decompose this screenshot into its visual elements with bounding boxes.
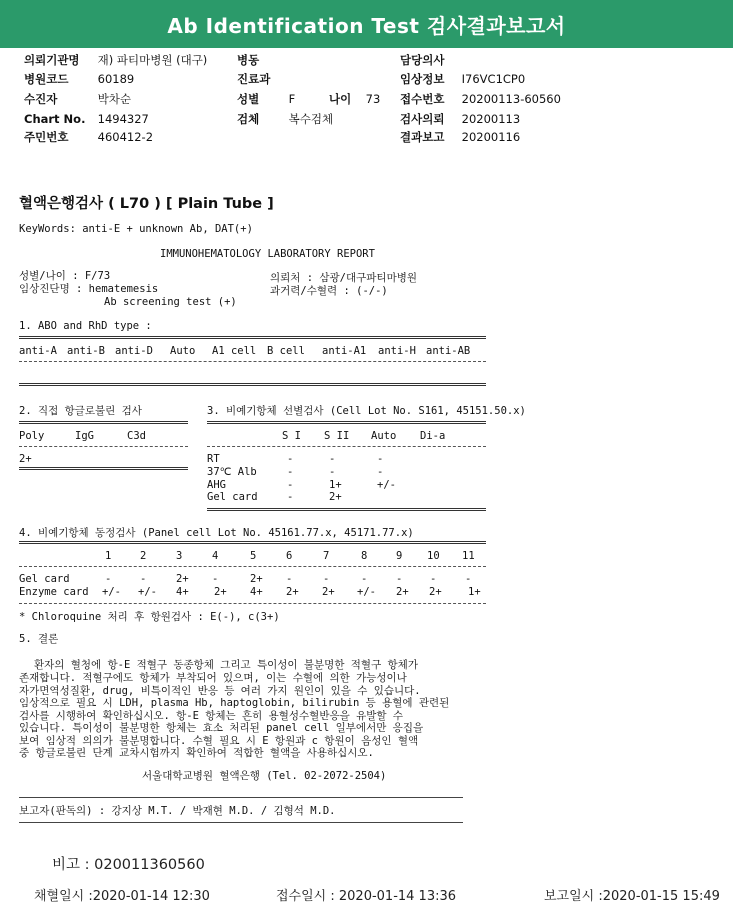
abo-header: anti-D [115, 345, 153, 357]
institution-label: 의뢰기관명 [24, 53, 80, 67]
requester: 의뢰처 : 삼광/대구파티마병원 [270, 272, 418, 284]
chloroquine-note: * Chloroquine 처리 후 항원검사 : E(-), c(3+) [19, 611, 280, 623]
reporter-bottom-rule [19, 822, 463, 823]
panel-column: 10 [427, 550, 440, 562]
identification-title: 4. 비예기항체 동정검사 (Panel cell Lot No. 45161.77.x, 45171.77.x) [19, 527, 414, 539]
age-value: 73 [365, 92, 381, 106]
screening-cell: - [287, 466, 294, 478]
screening-row-label: Gel card [207, 491, 258, 503]
abo-bottom-rule [19, 383, 486, 386]
sex-label: 성별 [237, 92, 260, 106]
screening-header-row [207, 430, 486, 443]
conclusion-line: 검사를 시행하여 확인하십시오. 항-E 항체는 흔히 용혈성수혈반응을 유발할 수 [19, 710, 403, 722]
conclusion-title: 5. 결론 [19, 633, 59, 645]
screening-cell: - [377, 453, 384, 465]
dept-row [237, 69, 274, 89]
screening-header: S I [282, 430, 301, 442]
specimen-row [237, 109, 333, 129]
age-row [329, 89, 380, 109]
dat-header: IgG [75, 430, 94, 442]
hospital-code-label: 병원코드 [24, 72, 69, 86]
report-title-banner [0, 0, 733, 48]
abo-header: anti-B [67, 345, 105, 357]
screening-cell: - [287, 491, 294, 503]
screening-cell: - [329, 466, 336, 478]
conclusion-line: 존재합니다. 적혈구에도 항체가 부착되어 있으며, 이는 수혈에 의한 가능성이나 [19, 672, 407, 684]
screening-mid-rule [207, 446, 486, 447]
screening-row-label: AHG [207, 479, 226, 491]
clinical-info-value: I76VC1CP0 [461, 72, 526, 86]
panel-cell: 2+ [429, 586, 442, 598]
reporter-top-rule [19, 797, 463, 798]
panel-cell: 2+ [250, 573, 263, 585]
resident-label: 주민번호 [24, 130, 69, 144]
conclusion-line: 임상적으로 필요 시 LDH, plasma Hb, haptoglobin, bilirubin 등 용혈에 관련된 [19, 697, 450, 709]
lab-title: IMMUNOHEMATOLOGY LABORATORY REPORT [160, 248, 375, 260]
panel-cell: - [465, 573, 472, 585]
resident-row [24, 127, 153, 147]
identification-top-rule [19, 541, 486, 544]
panel-cell: +/- [138, 586, 157, 598]
specimen-label: 검체 [237, 112, 260, 126]
identification-row-label: Gel card [19, 573, 70, 585]
hospital-code-value: 60189 [97, 72, 135, 86]
doctor-label: 담당의사 [400, 53, 445, 67]
sex-age: 성별/나이 : F/73 [19, 270, 111, 282]
dat-value: 2+ [19, 453, 32, 465]
ward-row [237, 50, 263, 70]
doctor-row [400, 50, 448, 70]
ward-label: 병동 [237, 53, 260, 67]
screening-top-rule [207, 421, 486, 424]
sex-row [237, 89, 295, 109]
panel-cell: - [396, 573, 403, 585]
abo-header: Auto [170, 345, 196, 357]
abo-header: B cell [267, 345, 305, 357]
report-date-row [400, 127, 520, 147]
screening-row [207, 466, 486, 479]
received-datetime: 접수일시 : 2020-01-14 13:36 [276, 889, 457, 904]
identification-mid-rule [19, 566, 486, 567]
panel-column: 6 [286, 550, 293, 562]
abo-header-row [19, 345, 489, 358]
screening-cell: +/- [377, 479, 396, 491]
chart-label: Chart No. [24, 112, 86, 126]
abo-header: anti-AB [426, 345, 471, 357]
screening-row-label: 37℃ Alb [207, 466, 257, 478]
abo-top-rule [19, 336, 486, 339]
dept-label: 진료과 [237, 72, 271, 86]
abo-header: anti-A1 [322, 345, 367, 357]
report-date-label: 결과보고 [400, 130, 445, 144]
identification-bottom-rule [19, 603, 486, 604]
screening-bottom-rule [207, 508, 486, 511]
hospital-code-row [24, 69, 134, 89]
identification-row [19, 573, 486, 586]
conclusion-line: 있습니다. 특이성이 불분명한 항체는 효소 처리된 panel cell 일부에서만 응집을 [19, 722, 424, 734]
panel-column: 3 [176, 550, 183, 562]
panel-cell: - [212, 573, 219, 585]
report-date-value: 20200116 [461, 130, 521, 144]
identification-row [19, 586, 486, 599]
dat-bottom-rule [19, 467, 188, 470]
panel-cell: 2+ [396, 586, 409, 598]
panel-column: 9 [396, 550, 403, 562]
screening-header: Di-a [420, 430, 446, 442]
panel-cell: 2+ [322, 586, 335, 598]
blood-bank-contact: 서울대학교병원 혈액은행 (Tel. 02-2072-2504) [142, 770, 387, 782]
panel-column: 11 [462, 550, 475, 562]
abo-title: 1. ABO and RhD type : [19, 320, 152, 332]
conclusion-line: 자가면역성질환, drug, 비특이적인 반응 등 여러 가지 원인이 있을 수 있습니다. [19, 685, 421, 697]
abo-header: A1 cell [212, 345, 257, 357]
keywords: KeyWords: anti-E + unknown Ab, DAT(+) [19, 223, 253, 235]
clinical-info-label: 임상정보 [400, 72, 445, 86]
request-label: 검사의뢰 [400, 112, 445, 126]
dat-value-row [19, 453, 189, 466]
panel-cell: - [286, 573, 293, 585]
footer-note: 비고 : 020011360560 [52, 857, 205, 873]
dat-top-rule [19, 421, 188, 424]
transfusion-history: 과거력/수혈력 : (-/-) [270, 285, 388, 297]
screening-cell: - [329, 453, 336, 465]
diagnosis-line-2: Ab screening test (+) [104, 296, 237, 308]
reporters: 보고자(판독의) : 강지상 M.T. / 박재현 M.D. / 김형석 M.D. [19, 805, 336, 817]
resident-value: 460412-2 [97, 130, 154, 144]
panel-cell: 2+ [214, 586, 227, 598]
screening-cell: - [287, 479, 294, 491]
screening-cell: 1+ [329, 479, 342, 491]
panel-cell: - [430, 573, 437, 585]
conclusion-line: 중 항글로불린 단계 교차시험까지 확인하여 적합한 혈액을 사용하십시오. [19, 747, 374, 759]
institution-row [24, 50, 207, 70]
conclusion-line: 보여 임상적 의의가 불분명합니다. 수혈 필요 시 E 항원과 c 항원이 음성인 혈액 [19, 735, 419, 747]
receipt-label: 접수번호 [400, 92, 445, 106]
sex-value: F [288, 92, 296, 106]
panel-cell: 1+ [468, 586, 481, 598]
request-value: 20200113 [461, 112, 521, 126]
panel-column: 7 [323, 550, 330, 562]
dat-mid-rule [19, 446, 188, 447]
screening-header: S II [324, 430, 350, 442]
dat-header: Poly [19, 430, 45, 442]
age-label: 나이 [329, 92, 352, 106]
screening-cell: - [287, 453, 294, 465]
reported-datetime: 보고일시 :2020-01-15 15:49 [544, 889, 720, 904]
panel-column: 4 [212, 550, 219, 562]
receipt-row [400, 89, 561, 109]
panel-cell: +/- [102, 586, 121, 598]
panel-cell: 4+ [250, 586, 263, 598]
conclusion-line: 환자의 혈청에 항-E 적혈구 동종항체 그리고 특이성이 불분명한 적혈구 항체가 [34, 659, 418, 671]
section-title: 혈액은행검사 ( L70 ) [ Plain Tube ] [19, 196, 274, 212]
request-row [400, 109, 520, 129]
chart-row [24, 109, 149, 129]
panel-column: 5 [250, 550, 257, 562]
specimen-value: 복수검체 [288, 112, 334, 126]
panel-cell: - [361, 573, 368, 585]
panel-cell: 2+ [286, 586, 299, 598]
diagnosis-line-1: 임상진단명 : hematemesis [19, 283, 159, 295]
dat-title: 2. 직접 항글로불린 검사 [19, 405, 142, 417]
panel-column: 8 [361, 550, 368, 562]
report-title: Ab Identification Test 검사결과보고서 [167, 13, 566, 38]
identification-header-row [19, 550, 486, 563]
screening-title: 3. 비예기항체 선별검사 (Cell Lot No. S161, 45151.50.x) [207, 405, 526, 417]
institution-value: 재) 파티마병원 (대구) [97, 53, 208, 67]
chart-value: 1494327 [97, 112, 149, 126]
panel-cell: - [323, 573, 330, 585]
panel-column: 2 [140, 550, 147, 562]
screening-row [207, 453, 486, 466]
screening-row-label: RT [207, 453, 220, 465]
panel-cell: 2+ [176, 573, 189, 585]
panel-cell: 4+ [176, 586, 189, 598]
dat-header-row [19, 430, 189, 443]
examinee-label: 수진자 [24, 92, 58, 106]
panel-cell: +/- [357, 586, 376, 598]
screening-header: Auto [371, 430, 397, 442]
examinee-row [24, 89, 131, 109]
panel-column: 1 [105, 550, 112, 562]
abo-header: anti-A [19, 345, 57, 357]
clinical-info-row [400, 69, 525, 89]
abo-mid-rule [19, 361, 486, 362]
examinee-value: 박차순 [97, 92, 131, 106]
dat-header: C3d [127, 430, 146, 442]
screening-row [207, 491, 486, 504]
panel-cell: - [140, 573, 147, 585]
screening-cell: 2+ [329, 491, 342, 503]
receipt-value: 20200113-60560 [461, 92, 561, 106]
panel-cell: - [105, 573, 112, 585]
screening-cell: - [377, 466, 384, 478]
identification-row-label: Enzyme card [19, 586, 89, 598]
collected-datetime: 채혈일시 :2020-01-14 12:30 [34, 889, 210, 904]
abo-header: anti-H [378, 345, 416, 357]
